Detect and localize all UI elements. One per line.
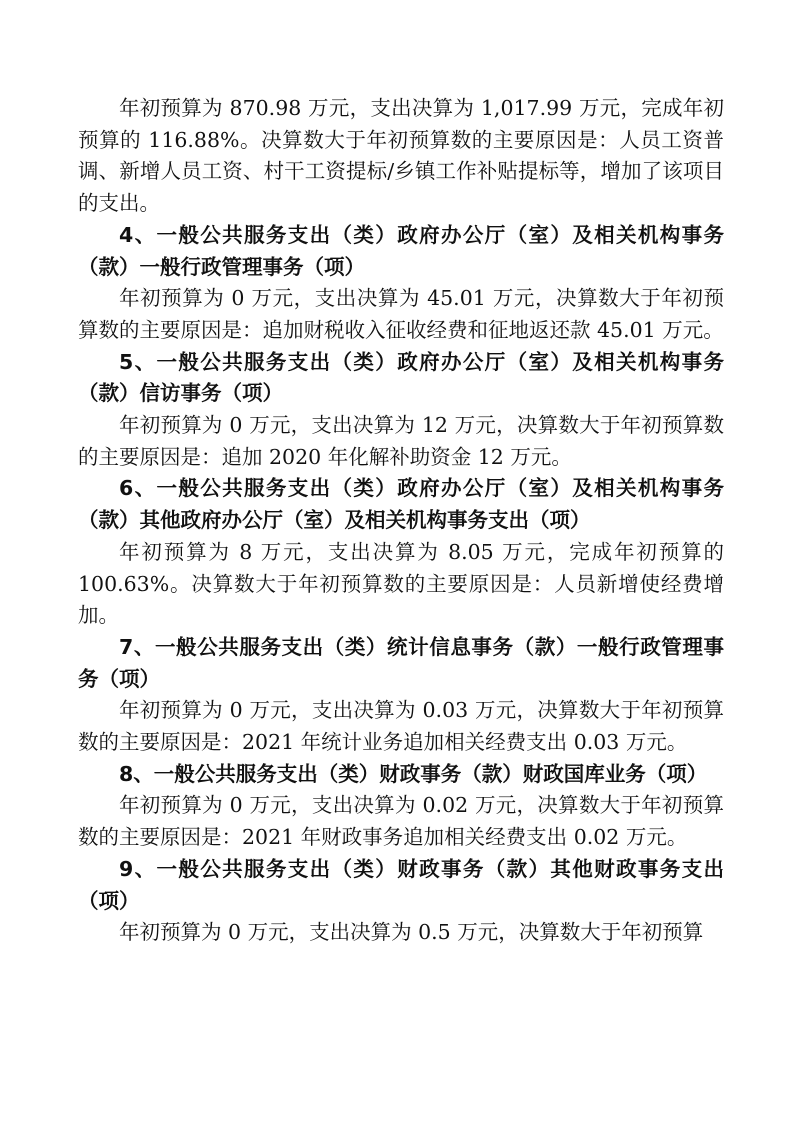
section-heading-9: 9、一般公共服务支出（类）财政事务（款）其他财政事务支出（项） <box>78 856 724 913</box>
paragraph-section-6: 年初预算为 8 万元，支出决算为 8.05 万元，完成年初预算的 100.63%。决算数大于年初预算数的主要原因是：人员新增使经费增加。 <box>78 539 724 628</box>
section-heading-5: 5、一般公共服务支出（类）政府办公厅（室）及相关机构事务（款）信访事务（项） <box>78 349 724 406</box>
paragraph-section-5: 年初预算为 0 万元，支出决算为 12 万元，决算数大于年初预算数的主要原因是：追加 2020 年化解补助资金 12 万元。 <box>78 413 724 469</box>
paragraph-section-9: 年初预算为 0 万元，支出决算为 0.5 万元，决算数大于年初预算 <box>119 920 704 945</box>
section-heading-6: 6、一般公共服务支出（类）政府办公厅（室）及相关机构事务（款）其他政府办公厅（室）及相关机构事务支出（项） <box>78 476 724 533</box>
paragraph-section-8: 年初预算为 0 万元，支出决算为 0.02 万元，决算数大于年初预算数的主要原因是：2021 年财政事务追加相关经费支出 0.02 万元。 <box>78 793 724 850</box>
document-page <box>78 93 724 949</box>
paragraph-section-7: 年初预算为 0 万元，支出决算为 0.03 万元，决算数大于年初预算数的主要原因是：2021 年统计业务追加相关经费支出 0.03 万元。 <box>78 698 724 755</box>
section-heading-4: 4、一般公共服务支出（类）政府办公厅（室）及相关机构事务（款）一般行政管理事务（项） <box>78 222 724 279</box>
section-heading-7: 7、一般公共服务支出（类）统计信息事务（款）一般行政管理事务（项） <box>78 634 724 691</box>
paragraph-section-4: 年初预算为 0 万元，支出决算为 45.01 万元，决算数大于年初预算数的主要原因是：追加财税收入征收经费和征地返还款 45.01 万元。 <box>78 286 724 342</box>
section-heading-8: 8、一般公共服务支出（类）财政事务（款）财政国库业务（项） <box>119 761 708 786</box>
paragraph-item-1-budget: 年初预算为 870.98 万元，支出决算为 1,017.99 万元，完成年初预算的 116.88%。决算数大于年初预算数的主要原因是：人员工资普调、新增人员工资、村干工资提标/乡镇工作补贴提标等，增加了该项目的支出。 <box>78 96 724 216</box>
